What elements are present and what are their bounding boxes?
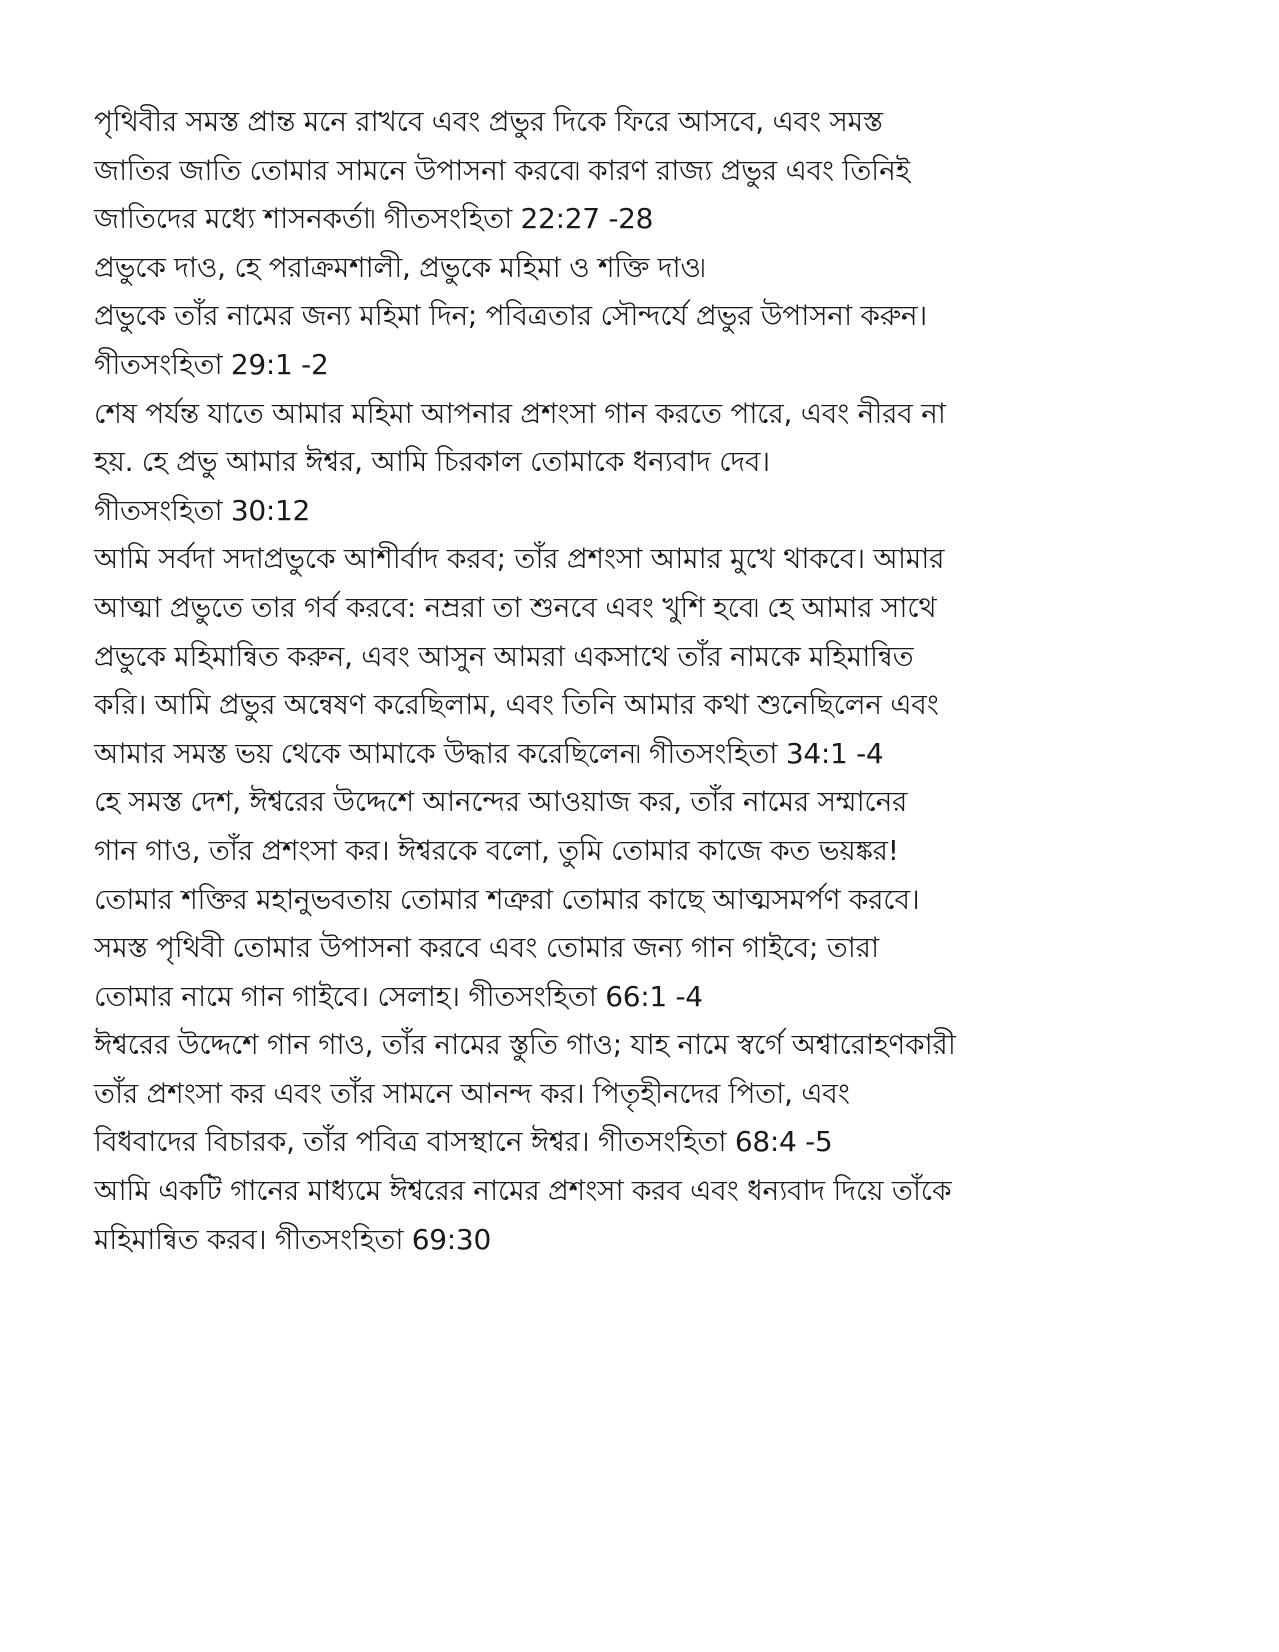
text-line: তোমার নামে গান গাইবে। সেলাহ। গীতসংহিতা 66:1 -4 bbox=[94, 979, 703, 1013]
document-page bbox=[94, 98, 1194, 1264]
text-line: করি। আমি প্রভুর অন্বেষণ করেছিলাম, এবং তিনি আমার কথা শুনেছিলেন এবং bbox=[94, 688, 939, 722]
text-line: আমার সমস্ত ভয় থেকে আমাকে উদ্ধার করেছিলেন৷ গীতসংহিতা 34:1 -4 bbox=[94, 736, 884, 770]
text-line: প্রভুকে মহিমান্বিত করুন, এবং আসুন আমরা একসাথে তাঁর নামকে মহিমান্বিত bbox=[94, 639, 914, 673]
text-line: বিধবাদের বিচারক, তাঁর পবিত্র বাসস্থানে ঈশ্বর। গীতসংহিতা 68:4 -5 bbox=[94, 1125, 833, 1159]
text-line: আত্মা প্রভুতে তার গর্ব করবে: নম্ররা তা শুনবে এবং খুশি হবে৷ হে আমার সাথে bbox=[94, 590, 937, 624]
text-line: সমস্ত পৃথিবী তোমার উপাসনা করবে এবং তোমার জন্য গান গাইবে; তারা bbox=[94, 931, 879, 965]
text-line: গীতসংহিতা 29:1 -2 bbox=[94, 347, 329, 381]
text-line: গান গাও, তাঁর প্রশংসা কর। ঈশ্বরকে বলো, তুমি তোমার কাজে কত ভয়ঙ্কর! bbox=[94, 833, 899, 867]
text-line: প্রভুকে তাঁর নামের জন্য মহিমা দিন; পবিত্রতার সৌন্দর্যে প্রভুর উপাসনা করুন। bbox=[94, 299, 927, 333]
text-line: শেষ পর্যন্ত যাতে আমার মহিমা আপনার প্রশংসা গান করতে পারে, এবং নীরব না bbox=[94, 396, 946, 430]
text-line: তোমার শক্তির মহানুভবতায় তোমার শত্রুরা তোমার কাছে আত্মসমর্পণ করবে। bbox=[94, 882, 920, 916]
text-line: তাঁর প্রশংসা কর এবং তাঁর সামনে আনন্দ কর। পিতৃহীনদের পিতা, এবং bbox=[94, 1076, 850, 1110]
text-line: জাতিদের মধ্যে শাসনকর্তা৷ গীতসংহিতা 22:27 -28 bbox=[94, 202, 654, 236]
text-line: প্রভুকে দাও, হে পরাক্রমশালী, প্রভুকে মহিমা ও শক্তি দাও৷ bbox=[94, 250, 706, 284]
text-line: আমি একটি গানের মাধ্যমে ঈশ্বরের নামের প্রশংসা করব এবং ধন্যবাদ দিয়ে তাঁকে bbox=[94, 1174, 952, 1208]
text-line: ঈশ্বরের উদ্দেশে গান গাও, তাঁর নামের স্তুতি গাও; যাহ নামে স্বর্গে অশ্বারোহণকারী bbox=[94, 1028, 956, 1062]
text-line: জাতির জাতি তোমার সামনে উপাসনা করবে৷ কারণ রাজ্য প্রভুর এবং তিনিই bbox=[94, 153, 910, 187]
text-line: গীতসংহিতা 30:12 bbox=[94, 493, 311, 527]
text-line: মহিমান্বিত করব। গীতসংহিতা 69:30 bbox=[94, 1222, 491, 1256]
text-line: হে সমস্ত দেশ, ঈশ্বরের উদ্দেশে আনন্দের আওয়াজ কর, তাঁর নামের সম্মানের bbox=[94, 785, 908, 819]
text-line: হয়. হে প্রভু আমার ঈশ্বর, আমি চিরকাল তোমাকে ধন্যবাদ দেব। bbox=[94, 445, 770, 479]
text-line: পৃথিবীর সমস্ত প্রান্ত মনে রাখবে এবং প্রভুর দিকে ফিরে আসবে, এবং সমস্ত bbox=[94, 105, 883, 138]
text-line: আমি সর্বদা সদাপ্রভুকে আশীর্বাদ করব; তাঁর প্রশংসা আমার মুখে থাকবে। আমার bbox=[94, 542, 945, 576]
